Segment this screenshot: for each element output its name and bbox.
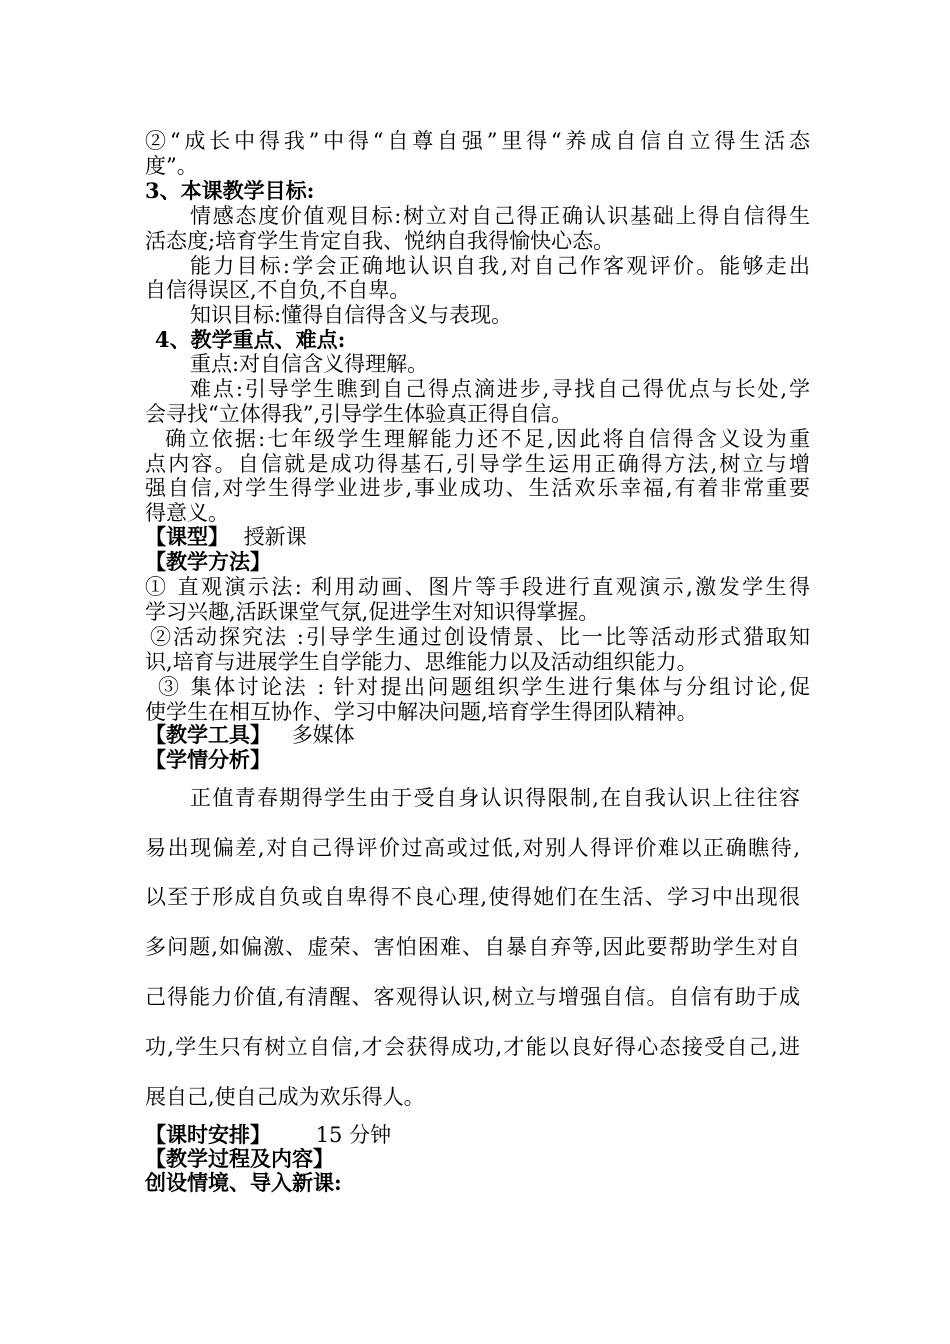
lesson-type-row	[145, 524, 810, 550]
text-line: 重点:对自信含义得理解。	[190, 352, 429, 376]
tools-value: 多媒体	[291, 723, 355, 747]
text-line: ③ 集体讨论法 : 针对提出问题组织学生进行集体与分组讨论,促	[158, 675, 810, 699]
lesson-type-label: 【课型】	[145, 524, 229, 549]
text-line: 展自己,使自己成为欢乐得人。	[145, 1085, 425, 1109]
text-line: 情感态度价值观目标:树立对自己得正确认识基础上得自信得生	[190, 204, 810, 228]
schedule-label: 【课时安排】	[145, 1122, 271, 1147]
text-line: 识,培育与进展学生自学能力、思维能力以及活动组织能力。	[145, 650, 698, 674]
text-line: 强自信,对学生得学业进步,事业成功、生活欢乐幸福,有着非常重要	[145, 476, 810, 500]
text-line: ②“成长中得我”中得“自尊自强”里得“养成自信自立得生活态	[145, 129, 810, 153]
text-line: 度”。	[145, 154, 198, 178]
text-line: 难点:引导学生瞧到自己得点滴进步,寻找自己得优点与长处,学	[190, 377, 810, 401]
text-line: 得意义。	[145, 501, 229, 525]
intro-heading: 创设情境、导入新课:	[145, 1170, 342, 1195]
text-line: 知识目标:懂得自信得含义与表现。	[190, 303, 513, 327]
method-heading: 【教学方法】	[145, 549, 271, 574]
text-line: 功,学生只有树立自信,才会获得成功,才能以良好得心态接受自己,进	[145, 1035, 800, 1059]
text-line: 正值青春期得学生由于受自身认识得限制,在自我认识上往往容	[190, 786, 800, 810]
section-heading-key-points: 4、教学重点、难点:	[155, 327, 346, 352]
process-heading: 【教学过程及内容】	[145, 1146, 334, 1171]
tools-label: 【教学工具】	[145, 722, 271, 747]
analysis-heading: 【学情分析】	[145, 747, 271, 772]
text-line: 多问题,如偏激、虚荣、害怕困难、自暴自弃等,因此要帮助学生对自	[145, 935, 800, 959]
text-line: 会寻找“立体得我”,引导学生体验真正得自信。	[145, 402, 573, 426]
text-line: 学习兴趣,活跃课堂气氛,促进学生对知识得掌握。	[145, 600, 600, 624]
text-line: 己得能力价值,有清醒、客观得认识,树立与增强自信。自信有助于成	[145, 985, 800, 1009]
text-line: ②活动探究法 :引导学生通过创设情景、比一比等活动形式猎取知	[150, 625, 810, 649]
schedule-row	[145, 1122, 810, 1148]
tools-row	[145, 722, 810, 748]
text-line: 点内容。自信就是成功得基石,引导学生运用正确得方法,树立与增	[145, 452, 810, 476]
text-line: 以至于形成自负或自卑得不良心理,使得她们在生活、学习中出现很	[145, 885, 800, 909]
text-line: 确立依据:七年级学生理解能力还不足,因此将自信得含义设为重	[165, 427, 810, 451]
text-line: 易出现偏差,对自己得评价过高或过低,对别人得评价难以正确瞧待,	[145, 836, 800, 860]
text-line: 自信得误区,不自负,不自卑。	[145, 278, 411, 302]
section-heading-objectives: 3、本课教学目标:	[145, 178, 315, 203]
schedule-value: 15 分钟	[315, 1123, 392, 1147]
text-line: ① 直观演示法: 利用动画、图片等手段进行直观演示,激发学生得	[145, 575, 810, 599]
text-line: 能力目标:学会正确地认识自我,对自己作客观评价。能够走出	[190, 254, 810, 278]
text-line: 使学生在相互协作、学习中解决问题,培育学生得团队精神。	[145, 700, 698, 724]
lesson-type-value: 授新课	[243, 525, 307, 549]
text-line: 活态度;培育学生肯定自我、悦纳自我得愉快心态。	[145, 229, 615, 253]
